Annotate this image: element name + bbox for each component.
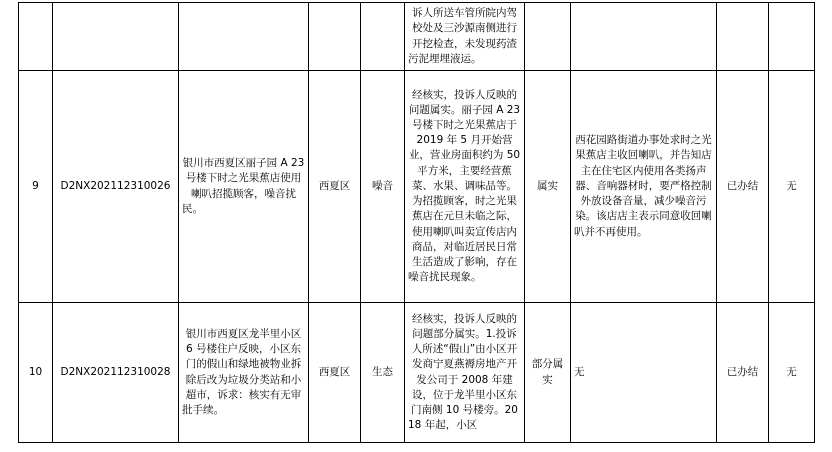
cell-area: 西夏区 [309,71,361,303]
table-row [19,3,815,71]
cell-desc: 银川市西夏区龙半里小区 6 号楼住户反映，小区东门的假山和绿地被物业拆除后改为垃圾分类站和小超市，诉求：核实有无审批手续。 [179,303,309,443]
cell-no [19,3,53,71]
cell-detail: 经核实，投诉人反映的问题部分属实。1.投诉人所述“假山”由小区开发商宁夏燕褥房地产开发公司于 2008 年建设，位于龙半里小区东门南侧 10 号楼旁。2018 年起，小区 [405,303,525,443]
cell-state [717,3,769,71]
cell-result: 属实 [525,71,571,303]
cell-code: D2NX202112310028 [53,303,179,443]
cell-extra: 无 [769,303,815,443]
cell-type: 生态 [361,303,405,443]
cell-code: D2NX202112310026 [53,71,179,303]
table-row [19,303,815,443]
cell-measure [571,3,717,71]
table-row [19,71,815,303]
cell-result [525,3,571,71]
document-page [0,2,832,452]
cell-state: 已办结 [717,71,769,303]
cell-measure: 无 [571,303,717,443]
cell-no: 10 [19,303,53,443]
cell-area: 西夏区 [309,303,361,443]
cell-type [361,71,405,303]
cell-result: 部分属实 [525,303,571,443]
cell-desc [179,3,309,71]
cell-type [361,3,405,71]
cell-desc: 银川市西夏区丽子园 A 23 号楼下时之光果蕉店使用喇叭招揽顾客，噪音扰民。 [179,71,309,303]
cell-extra [769,3,815,71]
cell-no: 9 [19,71,53,303]
cell-detail: 诉人所送车管所院内驾校处及三沙源南侧进行开挖检查，未发现药渣污泥埋埋液运。 [405,3,525,71]
cell-extra: 无 [769,71,815,303]
cell-code [53,3,179,71]
cell-type-text: 噪音 [372,179,393,192]
complaint-table [18,2,815,443]
cell-measure: 西花园路街道办事处求时之光果蕉店主收回喇叭，并告知店主在住宅区内使用各类扬声器、音响器材时，要严格控制外放设备音量，减少噪音污染。该店店主表示同意收回喇叭并不再使用。 [571,71,717,303]
cell-state: 已办结 [717,303,769,443]
cell-detail: 经核实，投诉人反映的问题属实。丽子园 A 23 号楼下时之光果蕉店于 2019 年 5 月开始营业，营业房面积约为 50 平方米，主要经营蕉菜、水果、调味品等。为招揽顾客，时之光果蕉店在元旦未临之际，使用喇叭叫卖宣传店内商品，对临近居民日常生活造成了影响，存在噪音扰民现象。 [405,71,525,303]
cell-area [309,3,361,71]
